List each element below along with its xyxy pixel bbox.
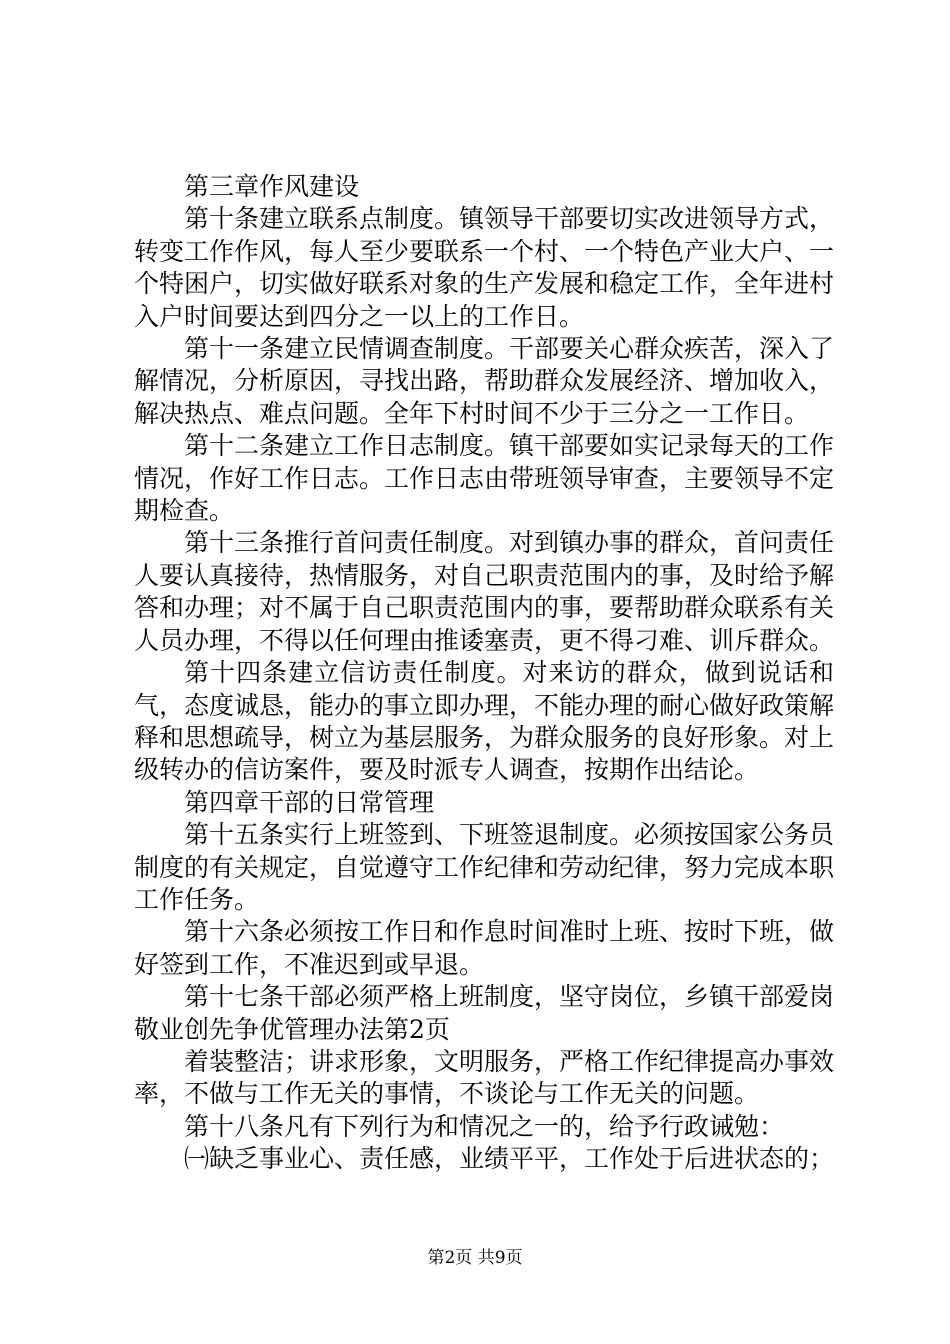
chapter-heading-4: 第四章干部的日常管理	[184, 787, 435, 817]
article-18: 第十八条凡有下列行为和情况之一的，给予行政诫勉：	[184, 1111, 785, 1141]
article-10: 第十条建立联系点制度。镇领导干部要切实改进领导方式，转变工作作风，每人至少要联系一个村、一个特色产业大户、一个特困户，切实做好联系对象的生产发展和稳定工作，全年进村入户时间要达到四分之一以上的工作日。	[134, 204, 835, 331]
page-footer: 第2页 共9页	[427, 1248, 523, 1268]
article-17-continued: 着装整洁；讲求形象，文明服务，严格工作纪律提高办事效率，不做与工作无关的事情，不谈论与工作无关的问题。	[134, 1046, 835, 1109]
article-15: 第十五条实行上班签到、下班签退制度。必须按国家公务员制度的有关规定，自觉遵守工作纪律和劳动纪律，努力完成本职工作任务。	[134, 820, 835, 914]
article-16: 第十六条必须按工作日和作息时间准时上班、按时下班，做好签到工作，不准迟到或早退。	[134, 917, 835, 979]
document-body	[134, 171, 834, 1176]
article-18-item-1: ㈠缺乏事业心、责任感，业绩平平，工作处于后进状态的；	[184, 1144, 835, 1174]
article-13: 第十三条推行首问责任制度。对到镇办事的群众，首问责任人要认真接待，热情服务，对自己职责范围内的事，及时给予解答和办理；对不属于自己职责范围内的事，要帮助群众联系有关人员办理，不得以任何理由推诿塞责，更不得刁难、训斥群众。	[134, 528, 835, 655]
chapter-heading-3: 第三章作风建设	[184, 172, 360, 201]
article-17: 第十七条干部必须严格上班制度，坚守岗位，乡镇干部爱岗敬业创先争优管理办法第2页	[134, 982, 835, 1044]
article-14: 第十四条建立信访责任制度。对来访的群众，做到说话和气，态度诚恳，能办的事立即办理，不能办理的耐心做好政策解释和思想疏导，树立为基层服务，为群众服务的良好形象。对上级转办的信访案件，要及时派专人调查，按期作出结论。	[134, 658, 835, 785]
article-11: 第十一条建立民情调查制度。干部要关心群众疾苦，深入了解情况，分析原因，寻找出路，帮助群众发展经济、增加收入，解决热点、难点问题。全年下村时间不少于三分之一工作日。	[134, 334, 835, 428]
article-12: 第十二条建立工作日志制度。镇干部要如实记录每天的工作情况，作好工作日志。工作日志由带班领导审查，主要领导不定期检查。	[134, 431, 835, 526]
